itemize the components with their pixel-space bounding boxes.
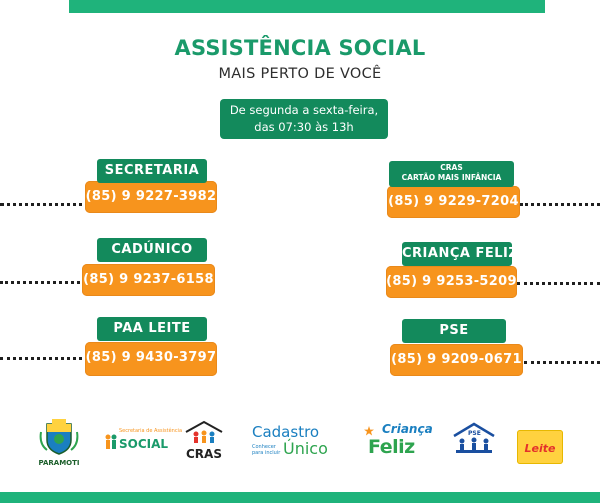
- page-title: ASSISTÊNCIA SOCIAL: [174, 36, 426, 60]
- social-logo-top-label: Secretaria de Assistência: [119, 428, 183, 434]
- leite-logo: [517, 430, 563, 464]
- label-cras-line2: CARTÃO MAIS INFÂNCIA: [401, 173, 502, 182]
- crianca-label: Criança: [382, 422, 433, 436]
- cras-logo: [182, 420, 226, 468]
- cadastro-label: Cadastro: [252, 423, 320, 441]
- paramoti-label: PARAMOTI: [38, 459, 80, 467]
- pse-logo: [450, 422, 498, 466]
- connector-dotted-line: [520, 203, 600, 206]
- phone-cras[interactable]: (85) 9 9229-7204: [387, 186, 520, 218]
- school-health-icon: [450, 422, 498, 458]
- phone-pse[interactable]: (85) 9 9209-0671: [390, 344, 523, 376]
- label-cras-line1: CRAS: [440, 163, 463, 172]
- phone-crianca-feliz[interactable]: (85) 9 9253-5209: [386, 266, 517, 298]
- connector-dotted-line: [524, 361, 600, 364]
- coat-of-arms-icon: [38, 418, 80, 456]
- paramoti-logo: [38, 418, 80, 466]
- bottom-accent-bar: [0, 492, 600, 503]
- feliz-label: Feliz: [368, 436, 415, 458]
- phone-paa-leite[interactable]: (85) 9 9430-3797: [85, 342, 217, 376]
- top-accent-bar: [69, 0, 545, 13]
- connector-dotted-line: [0, 281, 85, 284]
- crianca-feliz-logo: [364, 422, 434, 466]
- social-logo-label: SOCIAL: [119, 437, 169, 451]
- unico-label: Único: [283, 439, 328, 458]
- cadastro-unico-logo: [252, 424, 338, 466]
- page-subtitle: MAIS PERTO DE VOCÊ: [218, 66, 382, 82]
- cras-logo-label: CRAS: [186, 447, 222, 461]
- star-icon: [364, 426, 374, 436]
- connector-dotted-line: [0, 203, 90, 206]
- pse-logo-label: PSE: [468, 430, 481, 437]
- label-cras-cartao: [389, 161, 514, 187]
- phone-secretaria[interactable]: (85) 9 9227-3982: [85, 181, 217, 213]
- opening-hours-badge: [220, 99, 388, 139]
- partner-logos-row: [0, 418, 600, 470]
- label-secretaria: SECRETARIA: [97, 159, 207, 183]
- hours-line-1: De segunda a sexta-feira,: [229, 103, 379, 117]
- house-family-icon: [182, 420, 226, 444]
- phone-cadunico[interactable]: (85) 9 9237-6158: [82, 264, 215, 296]
- label-crianca-feliz: CRIANÇA FELIZ: [402, 242, 512, 266]
- leite-logo-label: Leite: [524, 442, 556, 455]
- label-cadunico: CADÚNICO: [97, 238, 207, 262]
- label-pse: PSE: [402, 319, 506, 343]
- social-secretariat-logo: [104, 428, 183, 464]
- connector-dotted-line: [0, 357, 88, 360]
- label-paa-leite: PAA LEITE: [97, 317, 207, 341]
- hours-line-2: das 07:30 às 13h: [254, 120, 354, 134]
- connector-dotted-line: [517, 282, 600, 285]
- people-icon: [104, 434, 118, 450]
- cadastro-sub-label: Conhecer para incluir: [252, 444, 281, 456]
